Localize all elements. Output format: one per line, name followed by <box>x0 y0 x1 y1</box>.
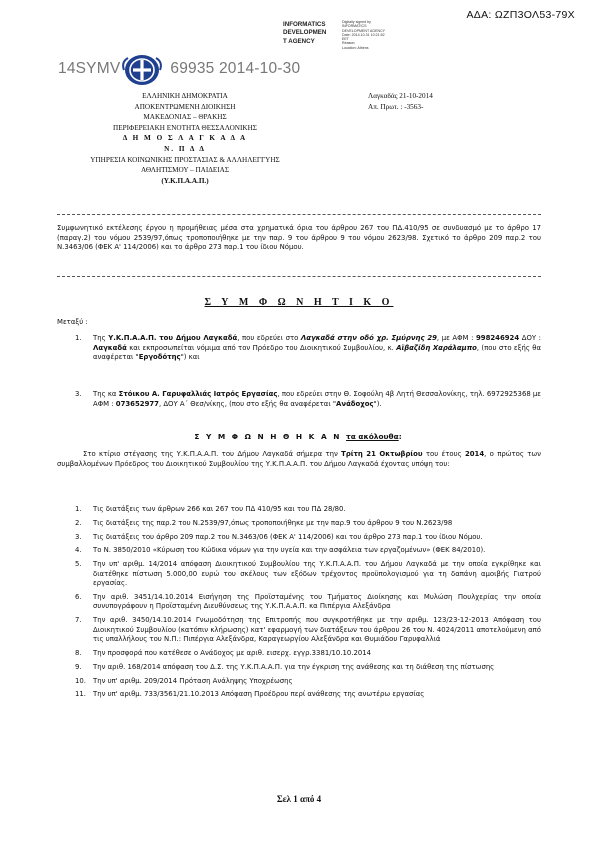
agreed-heading: Σ Υ Μ Φ Ω Ν Η Θ Η Κ Α Ν τα ακόλουθα: <box>194 432 404 441</box>
digital-signature-details: Digitally signed by INFORMATICS DEVELOPMENT AGENCY Date: 2014.10.31 10:21:52 EET Reason: Location: Athens <box>342 20 386 50</box>
registry-stamp-text: 14SYMV 69935 2014-10-30 <box>58 60 301 77</box>
considerations-list <box>57 505 541 704</box>
document-title: Σ Υ Μ Φ Ω Ν Η Τ Ι Κ Ο <box>204 297 394 308</box>
protocol-number: Απ. Πρωτ. : -3563- <box>368 102 424 111</box>
date-protocol <box>368 91 433 112</box>
list-item: 11. Την υπ' αριθμ. 733/3561/21.10.2013 Απόφαση Προέδρου περί ανάθεσης της ανωτέρω εργασίας <box>75 690 425 699</box>
greek-emblem-icon <box>118 54 166 86</box>
preamble-paragraph: Στο κτίριο στέγασης της Υ.Κ.Π.Α.Α.Π. του Δήμου Λαγκαδά σήμερα την Τρίτη 21 Οκτωβρίου του έτους 2014, ο πρώτος των συμβαλλομένων Πρόεδρος του Διοικητικού Συμβουλίου της Υ.Κ.Π.Α.Α.Π. του Δήμου Λαγκαδά έχοντας υπόψη του: <box>57 450 541 468</box>
ada-code: ΑΔΑ: ΩΖΠ3ΟΛ53-79Χ <box>466 9 575 21</box>
intro-paragraph: Συμφωνητικό εκτέλεσης έργου η προμήθειας μέσα στα χρηματικά όρια του άρθρου 267 του ΠΔ.410/95 σε συνδυασμό με το άρθρο 17 (παραγ.2) του νόμου 2539/97,όπως τροποποιήθηκε με την παρ. 9 του άρθρου 9 του νόμου 2623/98. Σχετικό το άρθρο 209 παρ.2 του Ν.3463/06 (ΦΕΚ Α' 114/2006) και το άρθρο 273 παρ.1 του ίδιου Νόμου. <box>57 224 541 251</box>
list-item: 10. Την υπ' αριθμ. 209/2014 Πρόταση Ανάληψης Υποχρέωσης <box>75 676 293 685</box>
signature-agency-label: INFORMATICS DEVELOPMEN T AGENCY <box>283 21 327 45</box>
list-item: 7. Την αριθ. 3450/14.10.2014 Γνωμοδότηση της Επιτροπής που συγκροτήθηκε με την αριθμ. 123/23-12-2013 Απόφαση του Διοικητικού Συμβουλίου (κατόπιν κλήρωσης) κατ' εφαρμογή των διατάξεων του άρθρου 26 του Ν. 4024/2011 αποτελούμενη από τις υπαλλήλους του Ν.Π.: Πιπέργια Αλεξάνδρα, Καραγεωργίου Αλεξάνδρα και Θυμιάδου Γαρυφαλλιά <box>75 616 541 644</box>
list-item: 6. Την αριθ. 3451/14.10.2014 Εισήγηση της Προϊσταμένης του Τμήματος Διοίκησης και Μυλώση Πουλχερίας την οποία συνυπογράφουν η Προϊσταμένη Διευθύνσεως της Υ.Κ.Π.Α.Α.Π. κα Πιπέργια Αλεξάνδρα <box>75 592 541 611</box>
list-item: 8. Την προσφορά που κατέθεσε ο Ανάδοχος με αριθ. εισερχ. εγγρ.3381/10.10.2014 <box>75 649 371 658</box>
page-number: Σελ 1 από 4 <box>276 794 322 804</box>
party-employer: 1. Της Υ.Κ.Π.Α.Α.Π. του Δήμου Λαγκαδά, που εδρεύει στο Λαγκαδά στην οδό χρ. Σμύρνης 29, με ΑΦΜ : 998246924 ΔΟΥ : Λαγκαδά και εκπροσωπείται νόμιμα από τον Πρόεδρο του Διοικητικού Συμβουλίου, κ. Αϊβαζίδη Χαράλαμπο, (που στο εξής θα αναφέρεται "Εργοδότης") και <box>75 334 541 361</box>
party-contractor: 3. Της κα Στόικου Α. Γαρυφαλλιάς Ιατρός Εργασίας, που εδρεύει στην Θ. Σοφούλη 4β Λητή Θεσσαλονίκης, τηλ. 6972925368 με ΑΦΜ : 073652977, ΔΟΥ Α΄ Θεσ/νίκης, (που στο εξής θα αναφέρεται "Ανάδοχος"). <box>75 390 542 408</box>
list-item: 5. Την υπ' αριθμ. 14/2014 απόφαση Διοικητικού Συμβουλίου της Υ.Κ.Π.Α.Α.Π. του Δήμου Λαγκαδά με την οποία εγκρίθηκε και διατέθηκε πίστωση 5.000,00 ευρώ του σκέλους των εξόδων τρέχοντος προϋπολογισμού για τη δαπάνη αμοιβής Γιατρού εργασίας. <box>75 560 541 588</box>
list-item: 3. Τις διατάξεις του άρθρο 209 παρ.2 του Ν.3463/06 (ΦΕΚ Α' 114/2006) και του άρθρο 273 παρ.1 του ίδιου Νόμου. <box>75 532 483 541</box>
issuer-header: ΕΛΛΗΝΙΚΗ ΔΗΜΟΚΡΑΤΙΑ ΑΠΟΚΕΝΤΡΩΜΕΝΗ ΔΙΟΙΚΗΣΗ ΜΑΚΕΔΟΝΙΑΣ – ΘΡΑΚΗΣ ΠΕΡΙΦΕΡΕΙΑΚΗ ΕΝΟΤΗΤΑ ΘΕΣΣΑΛΟΝΙΚΗΣ Δ Η Μ Ο Σ Λ Α Γ Κ Α Δ Α Ν. Π Δ Δ ΥΠΗΡΕΣΙΑ ΚΟΙΝΩΝΙΚΗΣ ΠΡΟΣΤΑΣΙΑΣ & ΑΛΛΗΛΕΓΓΥΗΣ ΑΘΛΗΤΙΣΜΟΥ – ΠΑΙΔΕΙΑΣ (Υ.Κ.Π.Α.Α.Π.) <box>90 92 280 185</box>
between-label: Μεταξύ : <box>57 318 88 326</box>
divider-top <box>57 214 541 215</box>
list-item: 9. Την αριθ. 168/2014 απόφαση του Δ.Σ. της Υ.Κ.Π.Α.Α.Π. για την έγκριση της ανάθεσης και τη διάθεση της πίστωσης <box>75 662 495 671</box>
list-item: 2. Τις διατάξεις της παρ.2 του Ν.2539/97,όπως τροποποιήθηκε με την παρ.9 του άρθρου 9 του Ν.2623/98 <box>75 518 453 527</box>
list-item: 1. Τις διατάξεις των άρθρων 266 και 267 του ΠΔ 410/95 και του ΠΔ 28/80. <box>75 505 346 513</box>
list-item: 4. Το Ν. 3850/2010 «Κύρωση του Κώδικα νόμων για την υγεία και την ασφάλεια των εργαζομένων» (ΦΕΚ 84/2010). <box>75 546 486 555</box>
place-date: Λαγκαδάς 21-10-2014 <box>368 92 433 100</box>
divider-bottom <box>57 276 541 277</box>
